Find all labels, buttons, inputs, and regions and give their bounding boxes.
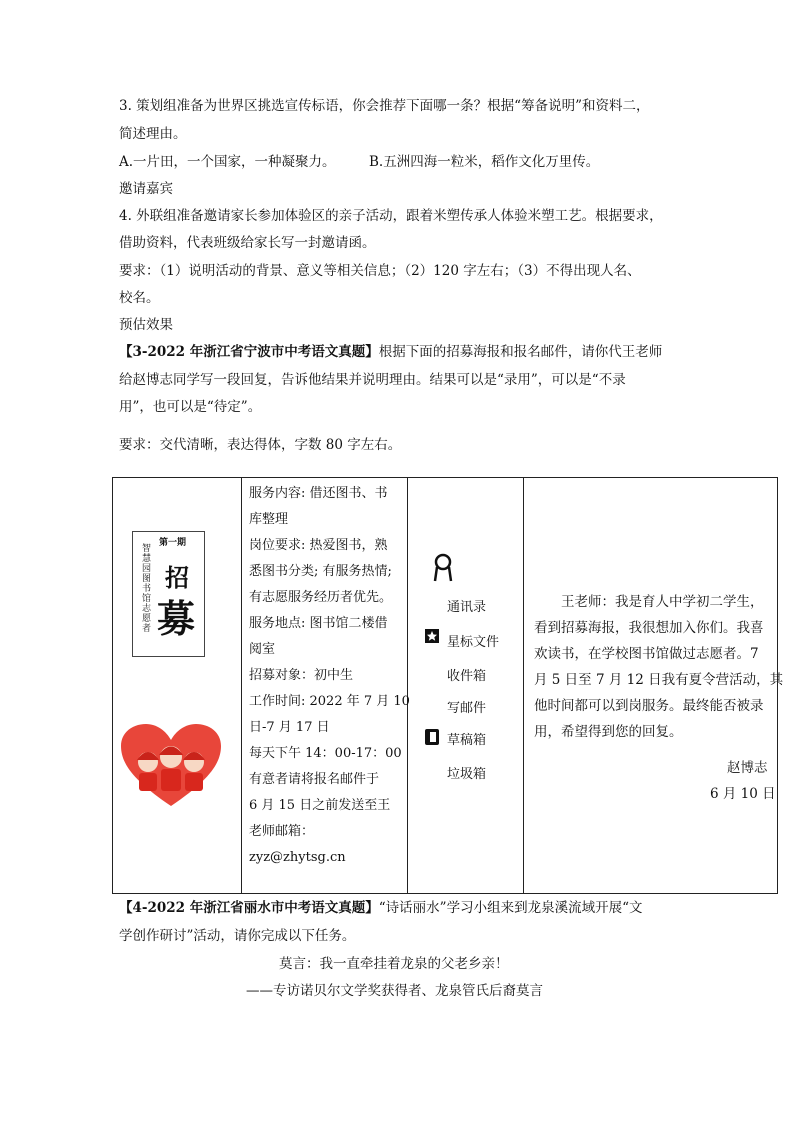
detail-line: 有意者请将报名邮件于 <box>249 772 380 787</box>
ningbo-line1-rest: 根据下面的招募海报和报名邮件，请你代王老师 <box>378 344 663 360</box>
contacts-person-icon <box>432 553 454 583</box>
detail-line: zyz@zhytsg.cn <box>249 850 346 865</box>
section-invite: 邀请嘉宾 <box>119 181 173 197</box>
star-icon <box>425 629 439 643</box>
divider <box>523 478 524 893</box>
lishui-line1-rest: “诗话丽水”学习小组来到龙泉溪流域开展“文 <box>378 900 643 916</box>
section-effect: 预估效果 <box>119 317 173 333</box>
letter-line: 欢读书，在学校图书馆做过志愿者。7 <box>534 646 759 662</box>
detail-line: 岗位要求: 热爱图书，熟 <box>249 538 388 553</box>
q4-req-line2: 校名。 <box>119 290 160 306</box>
poster-issue: 第一期 <box>159 538 187 548</box>
ningbo-tag: 【3-2022 年浙江省宁波市中考语文真题】 <box>119 344 379 360</box>
menu-drafts[interactable]: 草稿箱 <box>447 733 487 748</box>
letter-line: 王老师：我是育人中学初二学生， <box>561 594 764 610</box>
detail-line: 6 月 15 日之前发送至王 <box>249 798 391 813</box>
detail-line: 服务地点: 图书馆二楼借 <box>249 616 388 631</box>
q3-option-a: A.一片田，一个国家，一种凝聚力。 <box>119 154 336 170</box>
q3-line2: 简述理由。 <box>119 126 187 142</box>
menu-contacts[interactable]: 通讯录 <box>447 600 487 615</box>
poster-big-char-1: 招 <box>165 563 189 592</box>
detail-line: 库整理 <box>249 512 289 527</box>
draft-icon <box>425 729 439 745</box>
letter-signature: 赵博志 <box>727 760 768 776</box>
menu-compose[interactable]: 写邮件 <box>447 701 487 716</box>
letter-body <box>534 589 783 745</box>
letter-line: 月 5 日至 7 月 12 日我有夏令营活动，其 <box>534 672 784 688</box>
recruitment-table <box>112 477 784 894</box>
volunteers-heart-image <box>121 724 221 809</box>
letter-date: 6 月 10 日 <box>710 786 776 802</box>
lishui-tag: 【4-2022 年浙江省丽水市中考语文真题】 <box>119 900 379 916</box>
detail-line: 日-7 月 17 日 <box>249 720 330 735</box>
ningbo-line3: 用”，也可以是“待定”。 <box>119 399 262 415</box>
menu-inbox[interactable]: 收件箱 <box>447 669 487 684</box>
q3-option-b: B.五洲四海一粒米，稻作文化万里传。 <box>369 154 600 170</box>
detail-line: 每天下午 14：00-17：00 <box>249 746 402 761</box>
q4-req-line1: 要求：（1）说明活动的背景、意义等相关信息；（2）120 字左右；（3）不得出现人名、 <box>119 263 641 279</box>
detail-line: 悉图书分类; 有服务热情; <box>249 564 392 579</box>
detail-line: 工作时间: 2022 年 7 月 10 <box>249 694 410 709</box>
ningbo-line2: 给赵博志同学写一段回复，告诉他结果并说明理由。结果可以是“录用”，可以是“不录 <box>119 372 626 388</box>
menu-trash[interactable]: 垃圾箱 <box>447 767 487 782</box>
detail-line: 招募对象：初中生 <box>249 668 354 683</box>
q4-line2: 借助资料，代表班级给家长写一封邀请函。 <box>119 235 376 251</box>
divider <box>241 478 242 893</box>
menu-starred[interactable]: 星标文件 <box>447 635 500 650</box>
ningbo-requirement: 要求：交代清晰，表达得体，字数 80 字左右。 <box>119 437 402 453</box>
detail-line: 有志愿服务经历者优先。 <box>249 590 393 605</box>
poster-big-char-2: 募 <box>157 596 196 641</box>
letter-line: 他时间都可以到岗服务。最终能否被录 <box>534 698 764 714</box>
letter-line: 用，希望得到您的回复。 <box>534 724 683 740</box>
lishui-quote: 莫言：我一直牵挂着龙泉的父老乡亲！ <box>279 956 509 972</box>
detail-line: 阅室 <box>249 642 276 657</box>
detail-line: 老师邮箱： <box>249 824 315 839</box>
lishui-quote-source: ——专访诺贝尔文学奖获得者、龙泉管氏后裔莫言 <box>246 983 543 999</box>
lishui-line1 <box>119 899 643 917</box>
letter-line: 看到招募海报，我很想加入你们。我喜 <box>534 620 764 636</box>
lishui-line2: 学创作研讨”活动，请你完成以下任务。 <box>119 928 356 944</box>
detail-line: 服务内容: 借还图书、书 <box>249 486 388 501</box>
recruit-details <box>249 481 410 871</box>
poster-vertical-title: 智慧园图书馆志愿者 <box>140 543 150 633</box>
q3-line1: 3. 策划组准备为世界区挑选宣传标语，你会推荐下面哪一条？根据“筹备说明”和资料二， <box>119 98 650 114</box>
recruit-poster <box>132 531 205 657</box>
ningbo-line1 <box>119 343 662 361</box>
q4-line1: 4. 外联组准备邀请家长参加体验区的亲子活动，跟着米塑传承人体验米塑工艺。根据要求， <box>119 208 663 224</box>
